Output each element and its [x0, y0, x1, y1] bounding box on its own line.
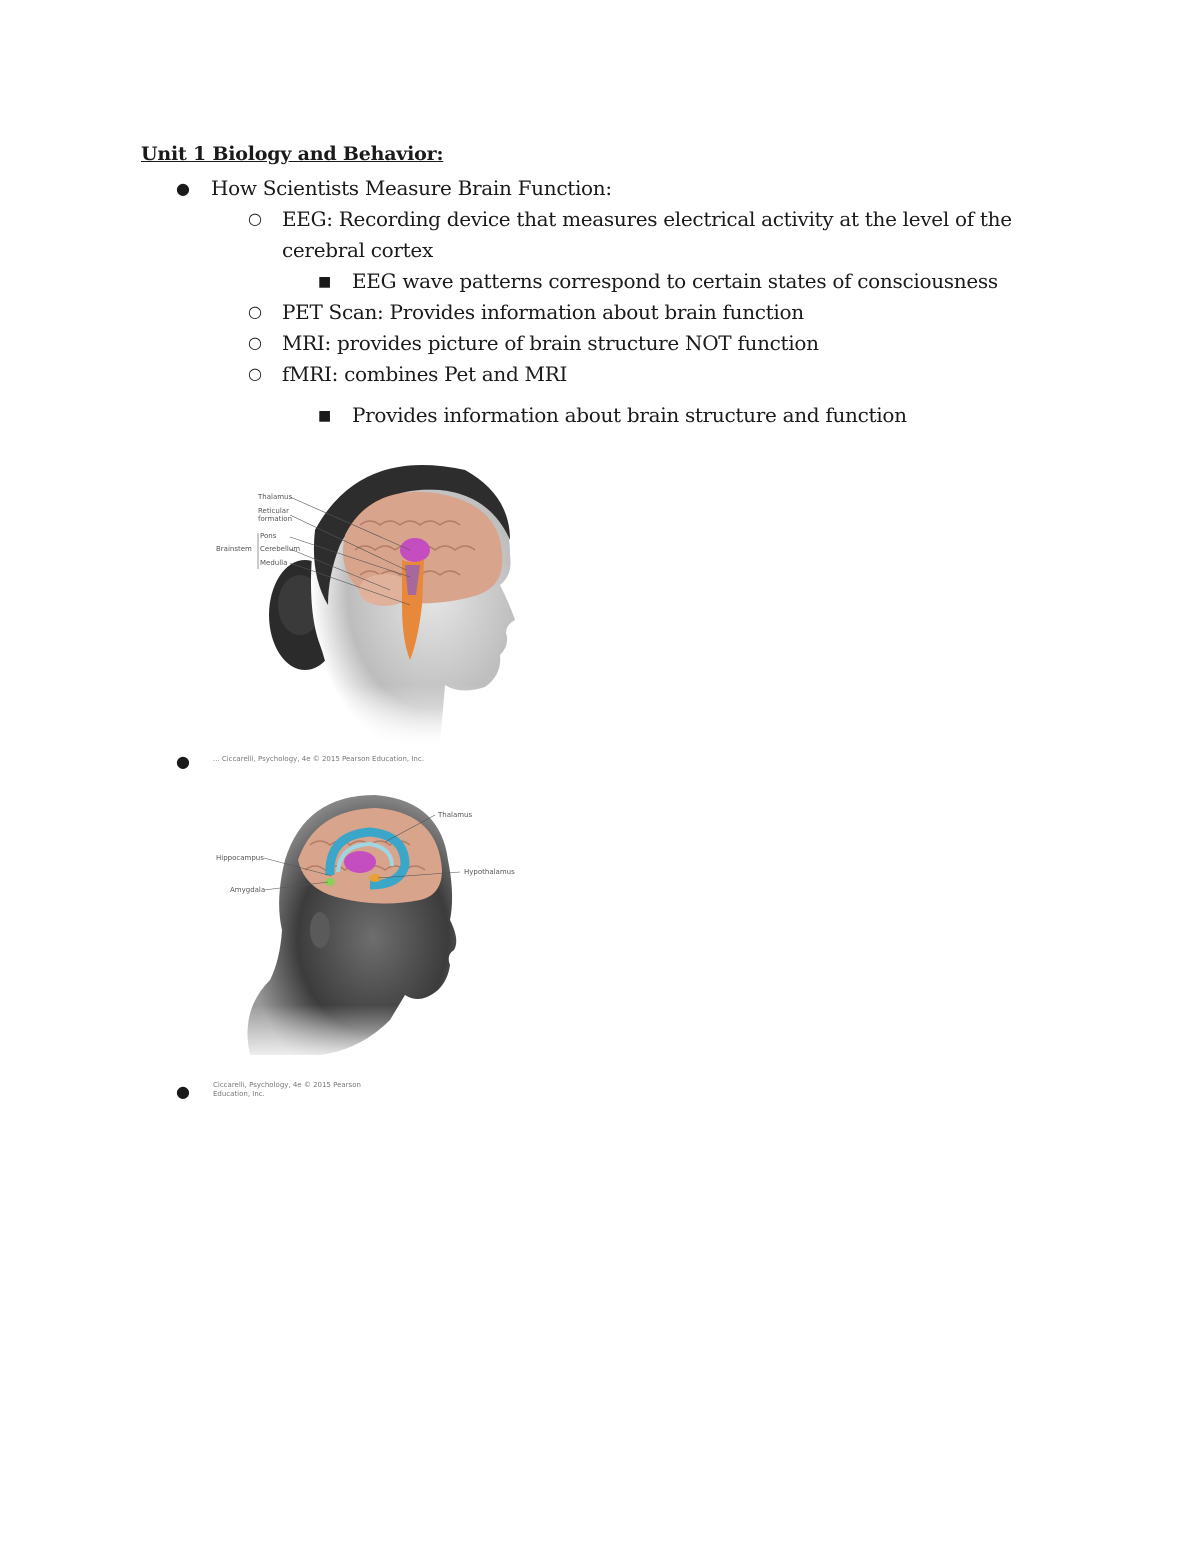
- label-thalamus: Thalamus: [438, 811, 473, 819]
- label-pons: Pons: [260, 532, 277, 540]
- bullet-disc: ●: [176, 1082, 190, 1101]
- list-item: PET Scan: Provides information about brain function: [282, 300, 804, 324]
- list-item-continuation: cerebral cortex: [282, 238, 433, 262]
- list-item: How Scientists Measure Brain Function:: [211, 176, 612, 200]
- label-thalamus: Thalamus: [258, 493, 293, 501]
- bullet-circle: ○: [248, 209, 262, 228]
- figure-caption-line2: Education, Inc.: [213, 1090, 265, 1098]
- label-amygdala: Amygdala: [230, 886, 266, 894]
- page-title: Unit 1 Biology and Behavior:: [141, 143, 444, 165]
- bullet-circle: ○: [248, 364, 262, 383]
- label-cerebellum: Cerebellum: [260, 545, 301, 553]
- figure-caption-line1: Ciccarelli, Psychology, 4e © 2015 Pearson: [213, 1081, 361, 1089]
- label-formation: formation: [258, 515, 293, 523]
- list-item: MRI: provides picture of brain structure NOT function: [282, 331, 819, 355]
- bullet-disc: ●: [176, 179, 190, 198]
- list-item: EEG: Recording device that measures electrical activity at the level of the: [282, 207, 1012, 231]
- brainstem-illustration: [210, 455, 530, 745]
- list-item: Provides information about brain structure and function: [352, 403, 907, 427]
- label-brainstem: Brainstem: [216, 545, 252, 553]
- label-reticular: Reticular: [258, 507, 289, 515]
- list-item: fMRI: combines Pet and MRI: [282, 362, 568, 386]
- bullet-circle: ○: [248, 302, 262, 321]
- label-hippocampus: Hippocampus: [216, 854, 264, 862]
- figure-caption: ... Ciccarelli, Psychology, 4e © 2015 Pearson Education, Inc.: [213, 755, 424, 763]
- bullet-square: ■: [318, 274, 332, 290]
- list-item: EEG wave patterns correspond to certain states of consciousness: [352, 269, 998, 293]
- label-hypothalamus: Hypothalamus: [464, 868, 515, 876]
- bullet-disc: ●: [176, 752, 190, 771]
- label-medulla: Medulla: [260, 559, 288, 567]
- bullet-square: ■: [318, 408, 332, 424]
- limbic-system-illustration: [210, 790, 520, 1065]
- bullet-circle: ○: [248, 333, 262, 352]
